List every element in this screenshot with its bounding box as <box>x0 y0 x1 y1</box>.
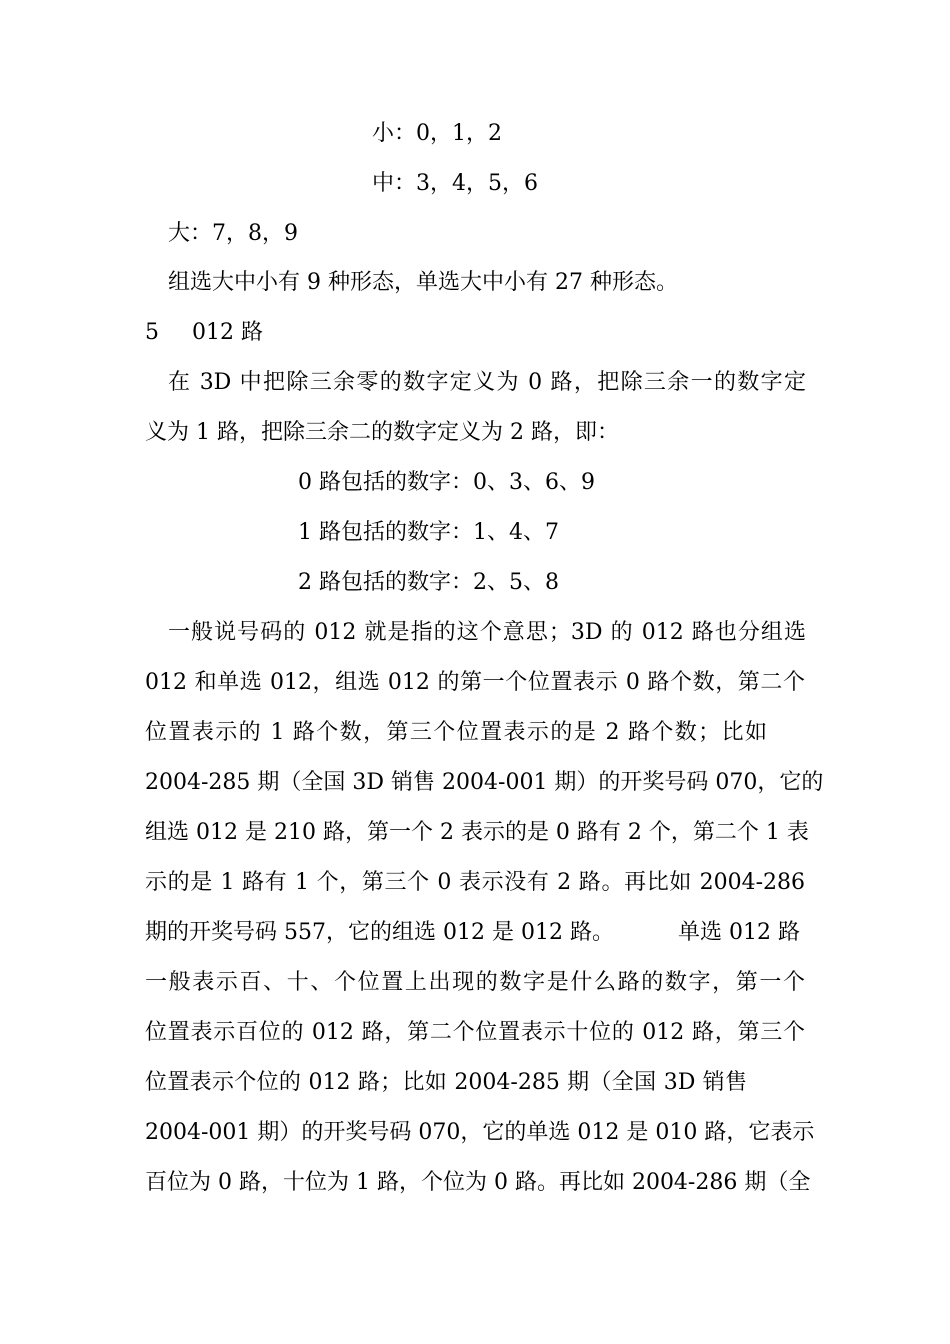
paragraph-line: 一般说号码的 012 就是指的这个意思；3D 的 012 路也分组选 <box>168 620 806 645</box>
paragraph-line: 位置表示的 1 路个数，第三个位置表示的是 2 路个数；比如 <box>145 720 767 745</box>
paragraph-line: 2004-285 期（全国 3D 销售 2004-001 期）的开奖号码 070，它的 <box>145 770 824 795</box>
paragraph-line: 在 3D 中把除三余零的数字定义为 0 路，把除三余一的数字定 <box>168 370 806 395</box>
text-line-large: 大：7，8，9 <box>168 221 298 246</box>
paragraph-line: 012 和单选 012，组选 012 的第一个位置表示 0 路个数，第二个 <box>145 670 805 695</box>
paragraph-line: 2004-001 期）的开奖号码 070，它的单选 012 是 010 路，它表示 <box>145 1120 815 1145</box>
section-heading: 012 路 <box>192 320 263 345</box>
section-number: 5 <box>145 320 159 345</box>
paragraph-line: 一般表示百、十、个位置上出现的数字是什么路的数字，第一个 <box>145 970 805 995</box>
paragraph-line: 义为 1 路，把除三余二的数字定义为 2 路，即： <box>145 420 619 445</box>
paragraph-line: 百位为 0 路，十位为 1 路，个位为 0 路。再比如 2004-286 期（全 <box>145 1170 811 1195</box>
subheading-single-select: 单选 012 路 <box>678 920 800 945</box>
route-0-line: 0 路包括的数字：0、3、6、9 <box>298 470 595 495</box>
text-line-pattern-count: 组选大中小有 9 种形态，单选大中小有 27 种形态。 <box>168 270 678 295</box>
paragraph-line: 期的开奖号码 557，它的组选 012 是 012 路。 <box>145 920 614 945</box>
route-1-line: 1 路包括的数字：1、4、7 <box>298 520 559 545</box>
text-line-small: 小：0，1，2 <box>372 121 502 146</box>
text-line-medium: 中：3，4，5，6 <box>372 171 538 196</box>
paragraph-line: 组选 012 是 210 路，第一个 2 表示的是 0 路有 2 个，第二个 1 表 <box>145 820 809 845</box>
paragraph-line: 位置表示个位的 012 路；比如 2004-285 期（全国 3D 销售 <box>145 1070 747 1095</box>
paragraph-line: 示的是 1 路有 1 个，第三个 0 表示没有 2 路。再比如 2004-286 <box>145 870 805 895</box>
paragraph-line: 位置表示百位的 012 路，第二个位置表示十位的 012 路，第三个 <box>145 1020 805 1045</box>
route-2-line: 2 路包括的数字：2、5、8 <box>298 570 559 595</box>
